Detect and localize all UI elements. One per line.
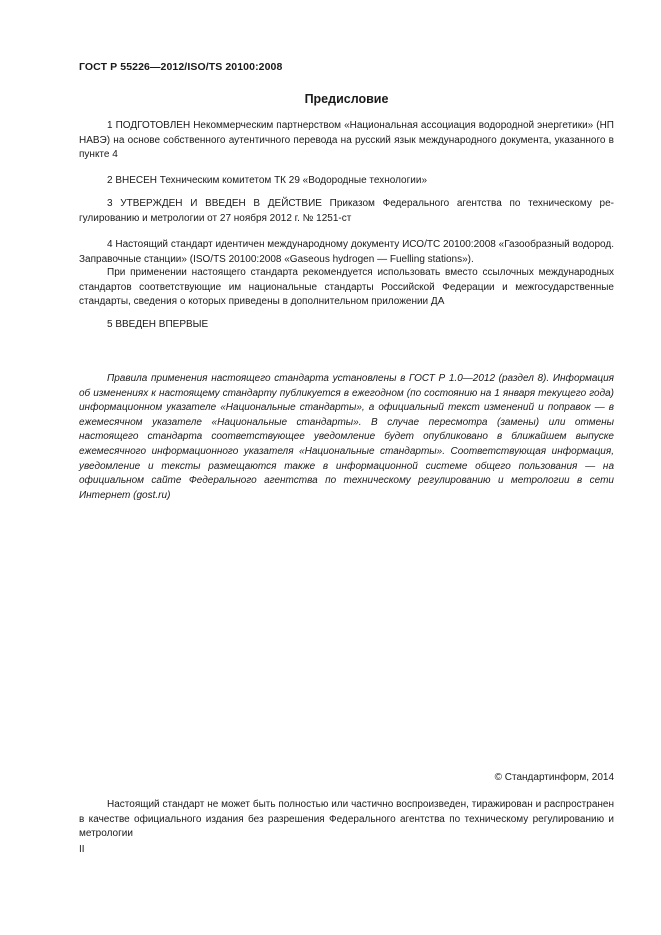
paragraph-introduced-first: 5 ВВЕДЕН ВПЕРВЫЕ — [107, 319, 209, 330]
page-title: Предисловие — [304, 92, 389, 106]
paragraph-approved: 3 УТВЕРЖДЕН И ВВЕДЕН В ДЕЙСТВИЕ Приказом Федерального агентства по техническому регулированию и метрологии от 27 ноября 2012 г. № 1251-ст — [79, 198, 614, 224]
copyright-line: © Стандартинформ, 2014 — [494, 772, 614, 783]
usage-rules-note: Правила применения настоящего стандарта установлены в ГОСТ Р 1.0—2012 (раздел 8). Информация об изменениях к настоящему стандарту публикуется в ежегодном (по состоянию на 1 января текущего года) информационном указателе «Национальные стандарты», а официальный текст изменений и поправок — в ежемесячном указателе «Национальные стандарты». В случае пересмотра (замены) или отмены настоящего стандарта соответствующее уведомление будет опубликовано в ближайшем выпуске ежемесячного информационного указателя «Национальные стандарты». Соответствующая информация, уведомление и тексты размещаются также в информационной системе общего пользования — на официальном сайте Федерального агентства по техническому регулированию и метрологии в сети Интернет (gost.ru) — [79, 373, 614, 501]
paragraph-submitted-by: 2 ВНЕСЕН Техническим комитетом ТК 29 «Водородные технологии» — [107, 175, 427, 186]
paragraph-national-standards: При применении настоящего стандарта рекомендуется использовать вместо ссылочных международных стандартов соответствующие им национальные стандарты Российской Федерации и межгосударственные стандарты, сведения о которых приведены в дополнительном приложении ДА — [79, 267, 614, 308]
paragraph-identical-standard: 4 Настоящий стандарт идентичен международному документу ИСО/ТС 20100:2008 «Газообразный водород. Заправочные станции» (ISO/TS 20100:2008 «Gaseous hydrogen — Fuelling stations»). — [79, 239, 614, 265]
paragraph-prepared-by: 1 ПОДГОТОВЛЕН Некоммерческим партнерством «Национальная ассоциация водородной энергетики» (НП НАВЭ) на основе собственного аутентичного перевода на русский язык международного документа, указанного в пункте 4 — [79, 120, 614, 161]
reproduction-notice: Настоящий стандарт не может быть полностью или частично воспроизведен, тиражирован и распространен в качестве официального издания без разрешения Федерального агентства по техническому регулированию и метрологии — [79, 799, 614, 840]
page-number: II — [79, 844, 85, 855]
document-header: ГОСТ Р 55226—2012/ISO/TS 20100:2008 — [79, 61, 283, 73]
